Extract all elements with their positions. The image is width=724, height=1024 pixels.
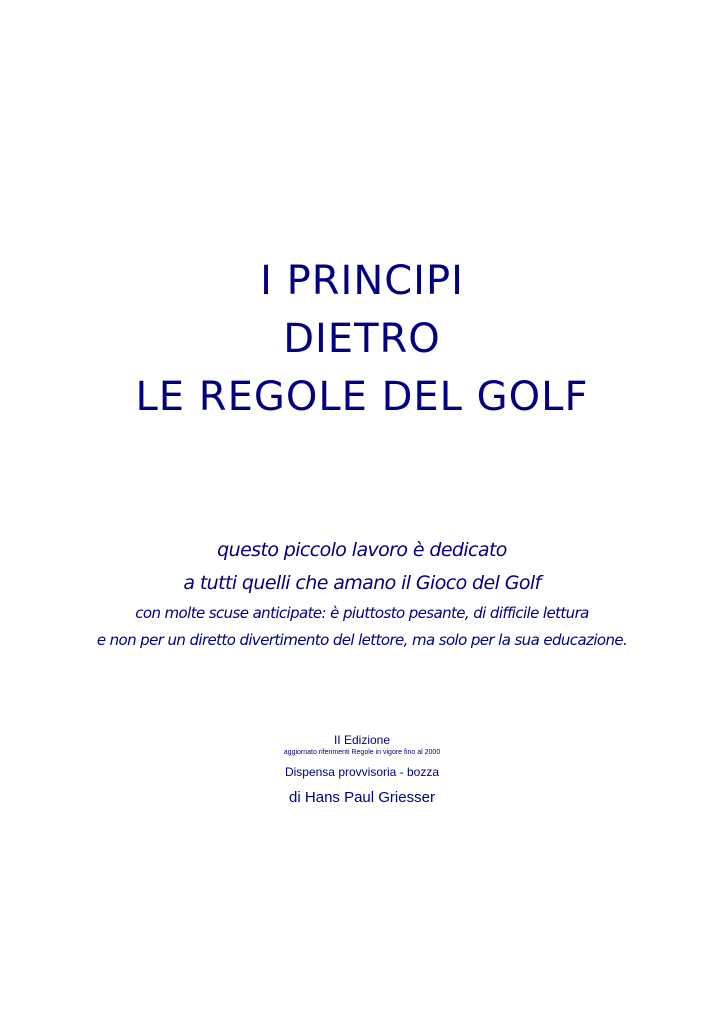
- dedication-line-2: a tutti quelli che amano il Gioco del Golf: [183, 572, 541, 594]
- title-line-3: LE REGOLE DEL GOLF: [135, 374, 589, 420]
- edition-label: II Edizione: [333, 733, 391, 747]
- title-line-2: DIETRO: [283, 316, 441, 362]
- edition-note: aggiornato riferimenti Regole in vigore fino al 2000: [283, 749, 441, 756]
- dedication-line-3: con molte scuse anticipate: è piuttosto pesante, di difficile lettura: [135, 604, 589, 622]
- title-line-1: I PRINCIPI: [260, 258, 464, 304]
- title-block: [0, 252, 724, 426]
- dedication-line-4: e non per un diretto divertimento del lettore, ma solo per la sua educazione.: [96, 631, 628, 649]
- dispensa-label: Dispensa provvisoria - bozza: [284, 765, 440, 779]
- edition-block: [0, 733, 724, 807]
- dedication-block: [0, 534, 724, 654]
- dedication-line-1: questo piccolo lavoro è dedicato: [217, 539, 507, 561]
- author-name: di Hans Paul Griesser: [289, 789, 435, 806]
